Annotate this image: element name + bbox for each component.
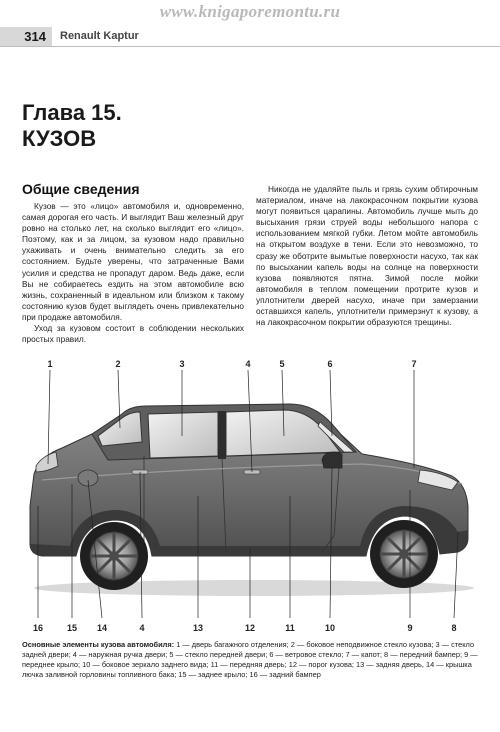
running-header [0,27,500,47]
paragraph: Никогда не удаляйте пыль и грязь сухим обтирочным материалом, иначе на лакокрасочном покрытии кузова могут появиться царапины. Автомобиль лучше мыть до высыхания грязи струей воды небольшого напора с использованием мягкой губки. Летом мойте автомобиль на открытом воздухе в тени. Если это невозможно, то сразу же оботрите вымытые поверхности насухо, так как по высыхании капель воды на солнце на поверхности кузова появляются пятна. Зимой после мойки автомобиля в теплом помещении протрите кузов и уплотнители дверей насухо, иначе при замерзании оставшихся капель, уплотнители примерзнут к кузову, а на лакокрасочном покрытии образуются трещины. [256,184,478,328]
car-body-figure [22,356,478,638]
side-mirror [322,452,342,468]
callout-11: 11 [285,623,295,633]
page-number: 314 [0,27,52,46]
fuel-lid [78,470,98,486]
front-wheel [370,520,438,588]
callout-13: 13 [192,623,204,633]
callout-1: 1 [47,359,53,369]
callout-5: 5 [279,359,285,369]
chapter-title: КУЗОВ [22,126,97,151]
caption-title: Основные элементы кузова автомобиля: [22,640,175,649]
callout-9: 9 [407,623,413,633]
section-title: Общие сведения [22,181,140,197]
callout-15: 15 [66,623,78,633]
callout-14: 14 [96,623,108,633]
callout-12: 12 [244,623,256,633]
text-column-right [256,184,478,328]
chapter-heading [22,100,122,152]
callout-3: 3 [179,359,185,369]
callout-4: 4 [245,359,251,369]
chapter-number: Глава 15. [22,100,122,125]
watermark: www.knigaporemontu.ru [159,2,341,21]
callout-7: 7 [411,359,417,369]
paragraph: Уход за кузовом состоит в соблюдении нескольких простых правил. [22,323,244,345]
rear-wheel [80,522,148,590]
callout-16: 16 [32,623,44,633]
callout-4-bottom: 4 [139,623,145,633]
figure-caption [22,640,478,680]
paragraph: Кузов — это «лицо» автомобиля и, одновременно, самая дорогая его часть. И выглядит Ваш железный друг ровно на столько лет, на сколько выглядит его «лицо». Поэтому, как и за лицом, за кузовом надо правильно ухаживать и очень внимательно следить за его состоянием. Будьте уверены, что затраченные Вами усилия и средства не пропадут даром. Ведь даже, если Вы не собираетесь ездить на этом автомобиле всю жизнь, сохраненный в идеальном или близком к такому состоянию кузов будет выглядеть очень привлекательно при продаже автомобиля. [22,201,244,322]
callout-10: 10 [324,623,336,633]
book-title: Renault Kaptur [60,30,139,42]
car-illustration [22,356,478,638]
caption-text: 1 — дверь багажного отделения; 2 — боковое неподвижное стекло кузова; 3 — стекло задней двери; 4 — наружная ручка двери; 5 — стекло передней двери; 6 — ветровое стекло; 7 — капот; 8 — передний бампер; 9 — переднее крыло; 10 — боковое зеркало заднего вида; 11 — передняя дверь; 12 — порог кузова; 13 — задняя дверь, 14 — крышка лючка заливной горловины топливного бака; 15 — заднее крыло; 16 — задний бампер [22,640,478,679]
callout-8: 8 [451,623,457,633]
callout-2: 2 [115,359,121,369]
b-pillar [218,411,226,459]
callout-6: 6 [327,359,333,369]
text-column-left [22,201,244,345]
rear-door-glass [148,412,218,458]
